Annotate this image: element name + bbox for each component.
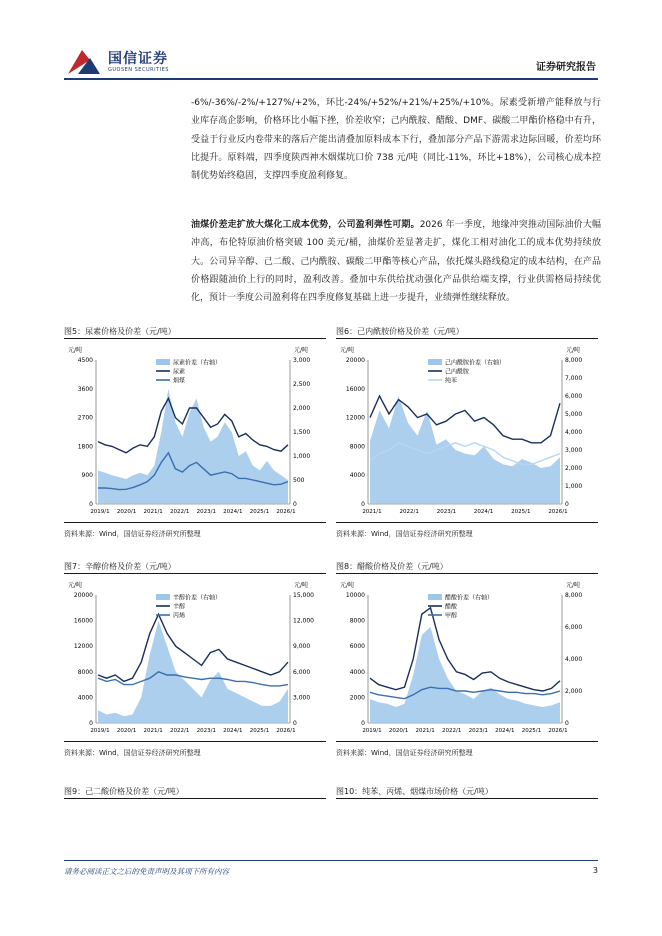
fig7-left-tick: 12000 xyxy=(73,643,93,651)
logo-text: 国信证券 xyxy=(108,51,168,67)
fig5-x-tick: 2021/1 xyxy=(143,509,163,515)
fig7-series-area xyxy=(98,621,288,723)
fig6-right-tick: 7,000 xyxy=(565,375,583,382)
fig6-right-tick: 4,000 xyxy=(565,429,583,436)
fig6-right-tick: 0 xyxy=(565,501,569,508)
fig6-chart xyxy=(336,342,598,520)
fig10-rule xyxy=(336,798,598,799)
paragraph-1: -6%/-36%/-2%/+127%/+2%，环比-24%/+52%/+21%/+25%/+10%。尿素受新增产能释放与行业库存高企影响，价格环比小幅下挫，价差收窄；己内酰胺、醋酸、DMF、碳酸二甲酯价格稳中有升，受益于行业反内卷带来的落后产能出清叠加原料成本下行，叠加部分产品下游需求边际回暖，价差均环比提升。原料端，四季度陕西神木烟煤坑口价 738 元/吨（同比-11%，环比+18%），公司核心成本控制优势始终稳固，支撑四季度盈利修复。 xyxy=(191,98,601,182)
report-type: 证券研究报告 xyxy=(536,62,596,73)
fig8-x-tick: 2019/1 xyxy=(362,728,382,734)
fig8-legend-label: 甲醇 xyxy=(445,612,458,620)
fig7-right-tick: 12,000 xyxy=(293,617,314,625)
fig8-x-tick: 2022/1 xyxy=(442,728,462,734)
fig8-left-tick: 0 xyxy=(361,720,365,727)
fig8-source: 资料来源：Wind，国信证券经济研究所整理 xyxy=(336,749,473,757)
fig6-left-tick: 16000 xyxy=(345,385,365,393)
fig6-legend-label: 己内酰胺 xyxy=(445,368,470,376)
fig7-legend-swatch xyxy=(156,594,170,600)
fig5-x-tick: 2024/1 xyxy=(223,509,243,515)
fig7-legend-label: 辛醇价差（右轴） xyxy=(173,594,222,602)
fig6-right-tick: 8,000 xyxy=(565,357,583,364)
fig5-bottom-rule xyxy=(64,522,326,523)
fig7-right-unit: 元/吨 xyxy=(294,582,309,589)
fig6-right-unit: 元/吨 xyxy=(566,347,581,354)
fig9-rule xyxy=(64,798,326,799)
fig8-x-tick: 2025/1 xyxy=(521,728,542,734)
fig6-legend-label: 己内酰胺价差（右轴） xyxy=(445,359,506,367)
header-divider xyxy=(64,78,598,80)
fig5-left-unit: 元/吨 xyxy=(68,347,83,354)
fig6-left-tick: 12000 xyxy=(345,414,365,422)
fig8-left-tick: 6000 xyxy=(349,643,365,651)
fig6-series-area xyxy=(370,396,560,504)
fig5-left-tick: 4500 xyxy=(77,357,93,364)
fig7-x-tick: 2023/1 xyxy=(196,728,216,734)
fig5-legend-label: 烟煤 xyxy=(173,377,186,385)
fig5-x-tick: 2026/1 xyxy=(276,509,296,515)
fig5-legend-label: 尿素价差（右轴） xyxy=(173,359,222,367)
fig7-left-tick: 20000 xyxy=(73,592,93,599)
paragraph-2-lead: 油煤价差走扩放大煤化工成本优势，公司盈利弹性可期。 xyxy=(191,220,420,230)
guosen-logo-icon xyxy=(64,44,102,78)
fig6-right-tick: 5,000 xyxy=(565,411,583,418)
fig7-series-line xyxy=(98,614,288,681)
fig8-x-tick: 2023/1 xyxy=(468,728,488,734)
fig5-right-tick: 500 xyxy=(293,477,305,484)
fig6-x-tick: 2025/1 xyxy=(511,509,531,515)
fig5-left-tick: 900 xyxy=(81,472,93,480)
fig6-right-tick: 2,000 xyxy=(565,465,583,472)
fig5-right-tick: 0 xyxy=(293,501,297,508)
fig5-right-tick: 3,000 xyxy=(293,357,311,364)
fig8-right-tick: 2,000 xyxy=(565,688,583,695)
fig7-title: 图7：辛醇价格及价差（元/吨） xyxy=(64,562,176,571)
footer-disclaimer: 请务必阅读正文之后的免责声明及其项下所有内容 xyxy=(64,867,229,876)
fig5-rule xyxy=(64,338,326,339)
fig7-source: 资料来源：Wind，国信证券经济研究所整理 xyxy=(64,749,201,757)
fig7-x-tick: 2019/1 xyxy=(90,728,110,734)
fig5-title: 图5：尿素价格及价差（元/吨） xyxy=(64,327,176,336)
fig6-x-tick: 2021/1 xyxy=(362,509,382,515)
fig9-title: 图9：己二酸价格及价差（元/吨） xyxy=(64,787,184,796)
fig5-right-tick: 2,500 xyxy=(293,381,311,388)
fig7-left-tick: 16000 xyxy=(73,617,93,625)
fig8-left-tick: 4000 xyxy=(349,668,365,676)
fig7-left-tick: 4000 xyxy=(77,694,93,702)
fig5-legend-label: 尿素 xyxy=(173,368,186,376)
fig5-right-tick: 1,000 xyxy=(293,453,311,460)
fig7-chart xyxy=(64,577,326,739)
fig8-x-tick: 2026/1 xyxy=(548,728,568,734)
fig8-x-tick: 2021/1 xyxy=(415,728,435,734)
fig8-right-tick: 8,000 xyxy=(565,592,583,599)
fig8-title: 图8：醋酸价格及价差（元/吨） xyxy=(336,562,448,571)
fig8-bottom-rule xyxy=(336,741,598,742)
fig5-chart xyxy=(64,342,326,520)
fig8-right-tick: 6,000 xyxy=(565,624,583,631)
fig5-left-tick: 2700 xyxy=(77,414,93,422)
fig5-x-tick: 2020/1 xyxy=(116,509,137,515)
fig7-x-tick: 2020/1 xyxy=(116,728,137,734)
fig6-right-tick: 1,000 xyxy=(565,483,583,490)
fig5-left-tick: 1800 xyxy=(77,443,93,451)
fig6-right-tick: 3,000 xyxy=(565,447,583,454)
fig6-source: 资料来源：Wind，国信证券经济研究所整理 xyxy=(336,530,473,538)
fig8-x-tick: 2024/1 xyxy=(495,728,515,734)
fig8-left-tick: 2000 xyxy=(349,694,365,702)
footer-divider xyxy=(64,860,598,861)
fig6-left-unit: 元/吨 xyxy=(340,347,355,354)
fig7-x-tick: 2022/1 xyxy=(170,728,190,734)
fig7-series-line xyxy=(98,672,288,686)
fig8-rule xyxy=(336,573,598,574)
fig8-right-unit: 元/吨 xyxy=(566,582,581,589)
fig5-x-tick: 2019/1 xyxy=(90,509,110,515)
fig8-legend-label: 醋酸 xyxy=(445,603,458,611)
fig8-left-tick: 8000 xyxy=(349,617,365,625)
fig7-rule xyxy=(64,573,326,574)
fig8-right-tick: 0 xyxy=(565,720,569,727)
fig5-right-tick: 1,500 xyxy=(293,429,311,436)
fig7-right-tick: 0 xyxy=(293,720,297,727)
fig7-right-tick: 3,000 xyxy=(293,694,311,702)
fig5-source: 资料来源：Wind，国信证券经济研究所整理 xyxy=(64,530,201,538)
fig6-legend-label: 纯苯 xyxy=(445,377,458,385)
fig8-series-line xyxy=(370,608,560,691)
paragraph-2-body: 2026 年一季度，地缘冲突推动国际油价大幅冲高，布伦特原油价格突破 100 美元/桶，油煤价差显著走扩，煤化工相对油化工的成本优势持续放大。公司异辛醇、己二酸、己内酰胺、碳酸二甲酯等核心产品，依托煤头路线稳定的成本结构，在产品价格跟随油价上行的同时，盈利改善。叠加中东供给扰动强化产品供给端支撑，行业供需格局持续优化，预计一季度公司盈利将在四季度修复基础上进一步提升，业绩弹性继续释放。 xyxy=(191,220,601,304)
fig5-right-unit: 元/吨 xyxy=(294,347,309,354)
fig5-right-tick: 2,000 xyxy=(293,405,311,412)
fig7-x-tick: 2026/1 xyxy=(276,728,296,734)
fig5-x-tick: 2025/1 xyxy=(249,509,270,515)
fig7-x-tick: 2021/1 xyxy=(143,728,163,734)
fig5-x-tick: 2022/1 xyxy=(170,509,190,515)
fig5-left-tick: 0 xyxy=(89,501,93,508)
fig6-left-tick: 20000 xyxy=(345,357,365,364)
fig7-left-unit: 元/吨 xyxy=(68,582,83,589)
fig6-legend-swatch xyxy=(428,359,442,365)
fig8-legend-swatch xyxy=(428,594,442,600)
fig7-x-tick: 2025/1 xyxy=(249,728,270,734)
logo-subtext: GUOSEN SECURITIES xyxy=(108,67,169,73)
fig6-right-tick: 6,000 xyxy=(565,393,583,400)
fig5-x-tick: 2023/1 xyxy=(196,509,216,515)
fig8-left-tick: 10000 xyxy=(345,592,365,599)
fig5-left-tick: 3600 xyxy=(77,385,93,393)
fig8-right-tick: 4,000 xyxy=(565,656,583,663)
fig10-title: 图10：纯苯、丙烯、烟煤市场价格（元/吨） xyxy=(336,787,493,796)
fig7-right-tick: 15,000 xyxy=(293,592,314,599)
fig8-chart xyxy=(336,577,598,739)
fig7-bottom-rule xyxy=(64,741,326,742)
fig7-left-tick: 0 xyxy=(89,720,93,727)
paragraph-2 xyxy=(191,216,601,307)
fig6-x-tick: 2026/1 xyxy=(548,509,568,515)
fig5-legend-swatch xyxy=(156,359,170,365)
fig7-right-tick: 9,000 xyxy=(293,643,311,651)
fig7-right-tick: 6,000 xyxy=(293,668,311,676)
fig5-series-area xyxy=(98,389,288,504)
fig6-left-tick: 8000 xyxy=(349,443,365,451)
fig6-x-tick: 2022/1 xyxy=(399,509,419,515)
fig6-x-tick: 2024/1 xyxy=(473,509,494,515)
fig7-legend-label: 辛醇 xyxy=(173,603,186,611)
fig6-title: 图6：己内酰胺价格及价差（元/吨） xyxy=(336,327,464,336)
fig7-left-tick: 8000 xyxy=(77,668,93,676)
fig6-left-tick: 4000 xyxy=(349,472,365,480)
fig7-legend-label: 丙烯 xyxy=(173,612,186,620)
fig6-rule xyxy=(336,338,598,339)
fig7-x-tick: 2024/1 xyxy=(223,728,243,734)
fig6-left-tick: 0 xyxy=(361,501,365,508)
fig8-x-tick: 2020/1 xyxy=(388,728,409,734)
fig8-left-unit: 元/吨 xyxy=(340,582,355,589)
fig8-legend-label: 醋酸价差（右轴） xyxy=(445,594,494,602)
fig6-x-tick: 2023/1 xyxy=(436,509,457,515)
fig6-bottom-rule xyxy=(336,522,598,523)
page-number: 3 xyxy=(592,866,598,875)
